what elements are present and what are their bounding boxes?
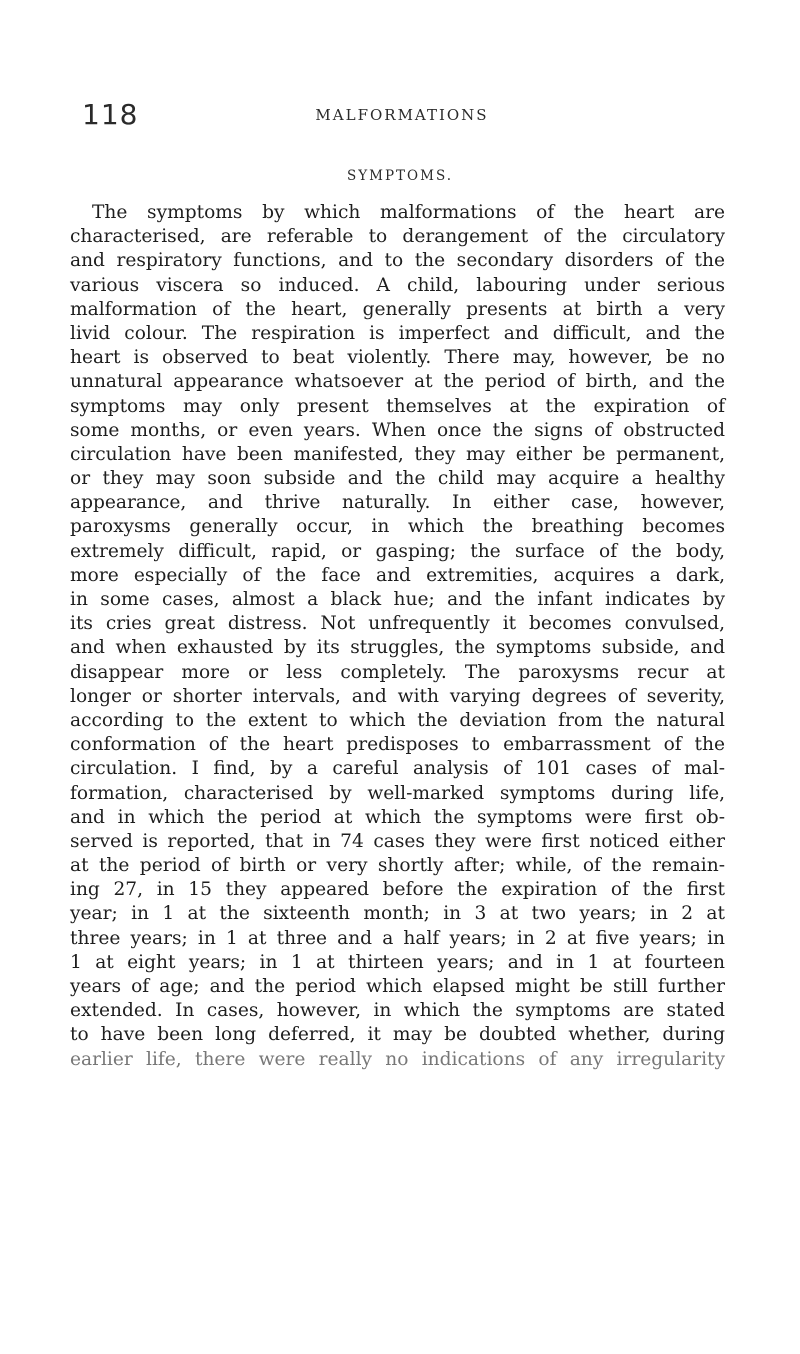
text-line: disappear more or less completely. The paroxysms recur at xyxy=(70,661,725,683)
text-line: years of age; and the period which elapsed might be still further xyxy=(70,976,725,997)
text-line: year; in 1 at the sixteenth month; in 3 at two years; in 2 at xyxy=(70,903,725,925)
text-line: heart is observed to beat violently. There may, however, be no xyxy=(70,347,725,369)
text-line: and when exhausted by its struggles, the symptoms subside, and xyxy=(70,637,725,659)
text-line: extended. In cases, however, in which the symptoms are stated xyxy=(70,1000,725,1022)
text-line: The symptoms by which malformations of the heart are xyxy=(92,202,725,223)
page-number: 118 xyxy=(82,98,139,131)
text-line: appearance, and thrive naturally. In either case, however, xyxy=(70,492,725,514)
text-line: and in which the period at which the symptoms were first ob- xyxy=(70,806,725,828)
text-line: or they may soon subside and the child may acquire a healthy xyxy=(70,468,725,490)
text-line: 1 at eight years; in 1 at thirteen years; and in 1 at fourteen xyxy=(70,951,725,973)
text-line: various viscera so induced. A child, labouring under serious xyxy=(70,274,725,296)
body-paragraph xyxy=(70,201,725,1072)
text-line: longer or shorter intervals, and with varying degrees of severity, xyxy=(70,685,725,707)
text-line: malformation of the heart, generally presents at birth a very xyxy=(70,298,725,320)
text-line: formation, characterised by well-marked symptoms during life, xyxy=(70,782,725,804)
text-line: symptoms may only present themselves at the expiration of xyxy=(70,395,725,417)
text-line: circulation. I find, by a careful analysis of 101 cases of mal- xyxy=(70,758,725,780)
running-title: MALFORMATIONS xyxy=(315,106,489,124)
text-line: to have been long deferred, it may be doubted whether, during xyxy=(70,1024,725,1046)
text-line: in some cases, almost a black hue; and the infant indicates by xyxy=(70,589,725,610)
text-line: livid colour. The respiration is imperfect and difficult, and the xyxy=(70,322,725,344)
running-head xyxy=(82,98,722,132)
text-line: paroxysms generally occur, in which the breathing becomes xyxy=(70,516,725,538)
text-line: ing 27, in 15 they appeared before the expiration of the first xyxy=(70,879,725,901)
text-line: characterised, are referable to derangement of the circulatory xyxy=(70,226,725,248)
text-line: unnatural appearance whatsoever at the period of birth, and the xyxy=(70,371,725,393)
text-line: according to the extent to which the deviation from the natural xyxy=(70,709,725,731)
text-line: extremely difficult, rapid, or gasping; the surface of the body, xyxy=(70,540,725,562)
text-line: circulation have been manifested, they may either be permanent, xyxy=(70,443,725,465)
text-line: at the period of birth or very shortly after; while, of the remain- xyxy=(70,855,725,877)
section-heading: SYMPTOMS. xyxy=(346,168,454,184)
text-line: some months, or even years. When once the signs of obstructed xyxy=(70,419,725,441)
text-line: and respiratory functions, and to the secondary disorders of the xyxy=(70,250,725,272)
text-line: more especially of the face and extremities, acquires a dark, xyxy=(70,564,725,586)
text-line: conformation of the heart predisposes to embarrassment of the xyxy=(70,734,725,756)
text-line: three years; in 1 at three and a half years; in 2 at five years; in xyxy=(70,927,725,949)
text-line: its cries great distress. Not unfrequently it becomes convulsed, xyxy=(70,613,725,635)
text-line: earlier life, there were really no indications of any irregularity xyxy=(70,1048,725,1070)
text-line: served is reported, that in 74 cases they were first noticed either xyxy=(70,830,725,852)
